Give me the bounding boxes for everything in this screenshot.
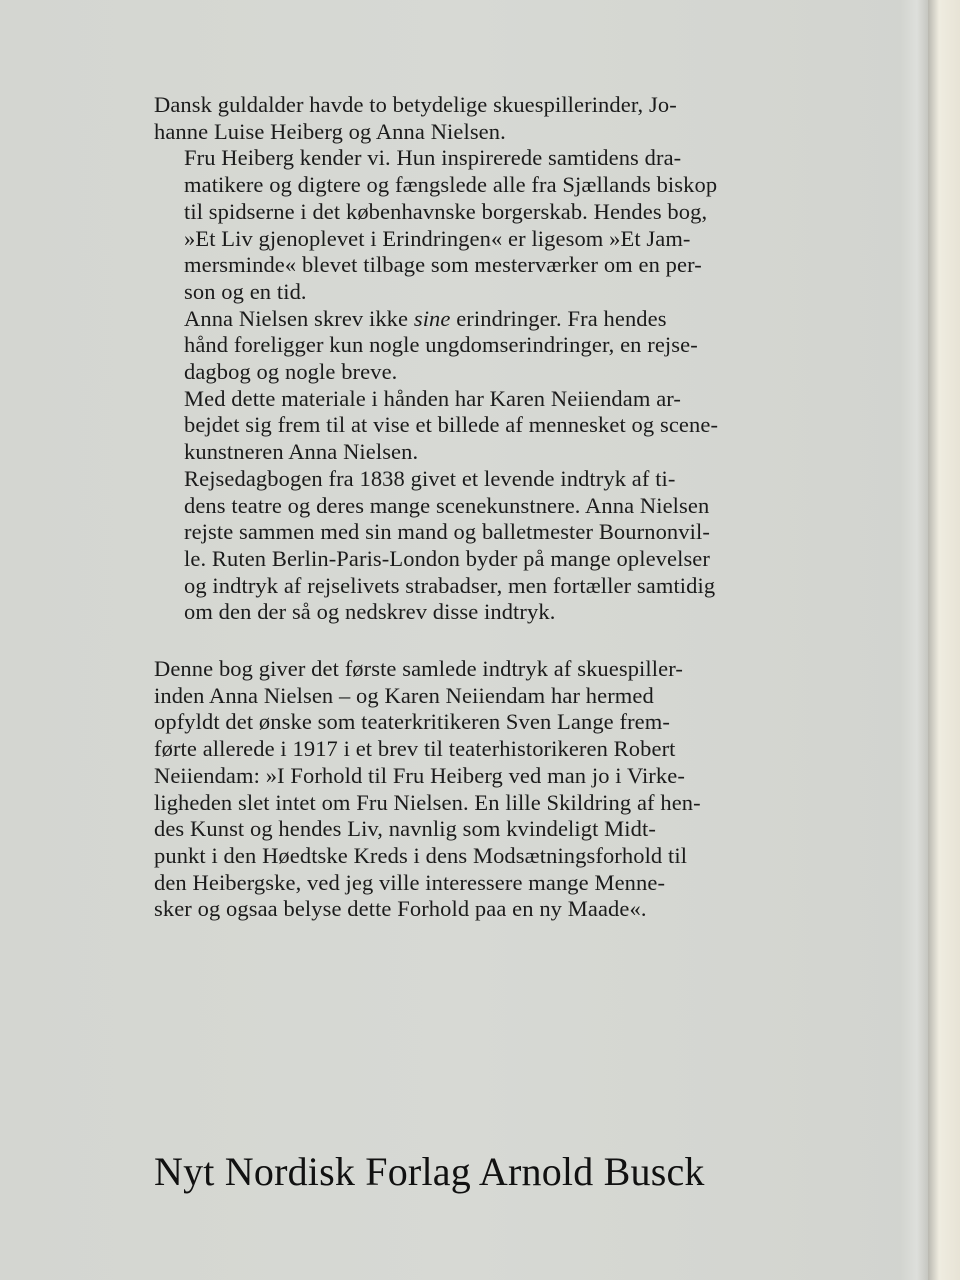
text-line: og indtryk af rejselivets strabadser, men fortæller samtidig [184,572,716,598]
text-line: ligheden slet intet om Fru Nielsen. En lille Skildring af hen- [154,789,701,815]
paragraph-book-summary [154,656,794,923]
text-line: Fru Heiberg kender vi. Hun inspirerede samtidens dra- [184,145,682,171]
text-line: Rejsedagbogen fra 1838 givet et levende indtryk af ti- [184,465,676,491]
blurb-text [154,92,794,923]
paragraph-intro [154,92,794,145]
text-line: des Kunst og hendes Liv, navnlig som kvindeligt Midt- [154,816,656,842]
paragraph-nielsen-memoirs [154,306,794,386]
text-line: son og en tid. [184,278,307,304]
text-line [154,306,794,333]
paragraph-travel-diary [154,466,794,626]
text-line: Med dette materiale i hånden har Karen Neiiendam ar- [184,385,682,411]
paragraph-heiberg [154,145,794,305]
cover-edge [928,0,960,1280]
text-line: om den der så og nedskrev disse indtryk. [184,599,556,625]
text-line: den Heibergske, ved jeg ville interessere mange Menne- [154,869,666,895]
text-line: kunstneren Anna Nielsen. [184,439,419,465]
text-line: rejste sammen med sin mand og balletmester Bournonvil- [184,519,710,545]
text-segment: erindringer. Fra hendes [450,305,667,331]
text-line: matikere og digtere og fængslede alle fra Sjællands biskop [184,172,718,198]
text-line: bejdet sig frem til at vise et billede af mennesket og scene- [184,412,719,438]
publisher-name: Nyt Nordisk Forlag Arnold Busck [154,1149,705,1194]
text-line: dagbog og nogle breve. [184,359,398,385]
text-line: punkt i den Høedtske Kreds i dens Modsætningsforhold til [154,842,688,868]
emphasized-word: sine [413,305,451,331]
text-line: sker og ogsaa belyse dette Forhold paa en ny Maade«. [154,896,647,922]
text-line: førte allerede i 1917 i et brev til teaterhistorikeren Robert [154,736,676,762]
text-line: inden Anna Nielsen – og Karen Neiiendam har hermed [154,682,654,708]
text-line: mersminde« blevet tilbage som mesterværker om en per- [184,252,702,278]
text-line: hånd foreligger kun nogle ungdomserindringer, en rejse- [184,332,698,358]
page-edge-shade [900,0,928,1280]
paragraph-material [154,386,794,466]
text-line: hanne Luise Heiberg og Anna Nielsen. [154,118,506,144]
text-line: til spidserne i det københavnske borgerskab. Hendes bog, [184,198,708,224]
text-line: »Et Liv gjenoplevet i Erindringen« er ligesom »Et Jam- [184,225,691,251]
text-line: Denne bog giver det første samlede indtryk af skuespiller- [154,656,683,682]
text-line: dens teatre og deres mange scenekunstnere. Anna Nielsen [184,492,710,518]
text-line: Neiiendam: »I Forhold til Fru Heiberg ved man jo i Virke- [154,762,685,788]
text-line: le. Ruten Berlin-Paris-London byder på mange oplevelser [184,545,710,571]
text-line: Dansk guldalder havde to betydelige skuespillerinder, Jo- [154,92,677,117]
text-line: opfyldt det ønske som teaterkritikeren Sven Lange frem- [154,709,670,735]
text-segment: Anna Nielsen skrev ikke [184,305,414,331]
